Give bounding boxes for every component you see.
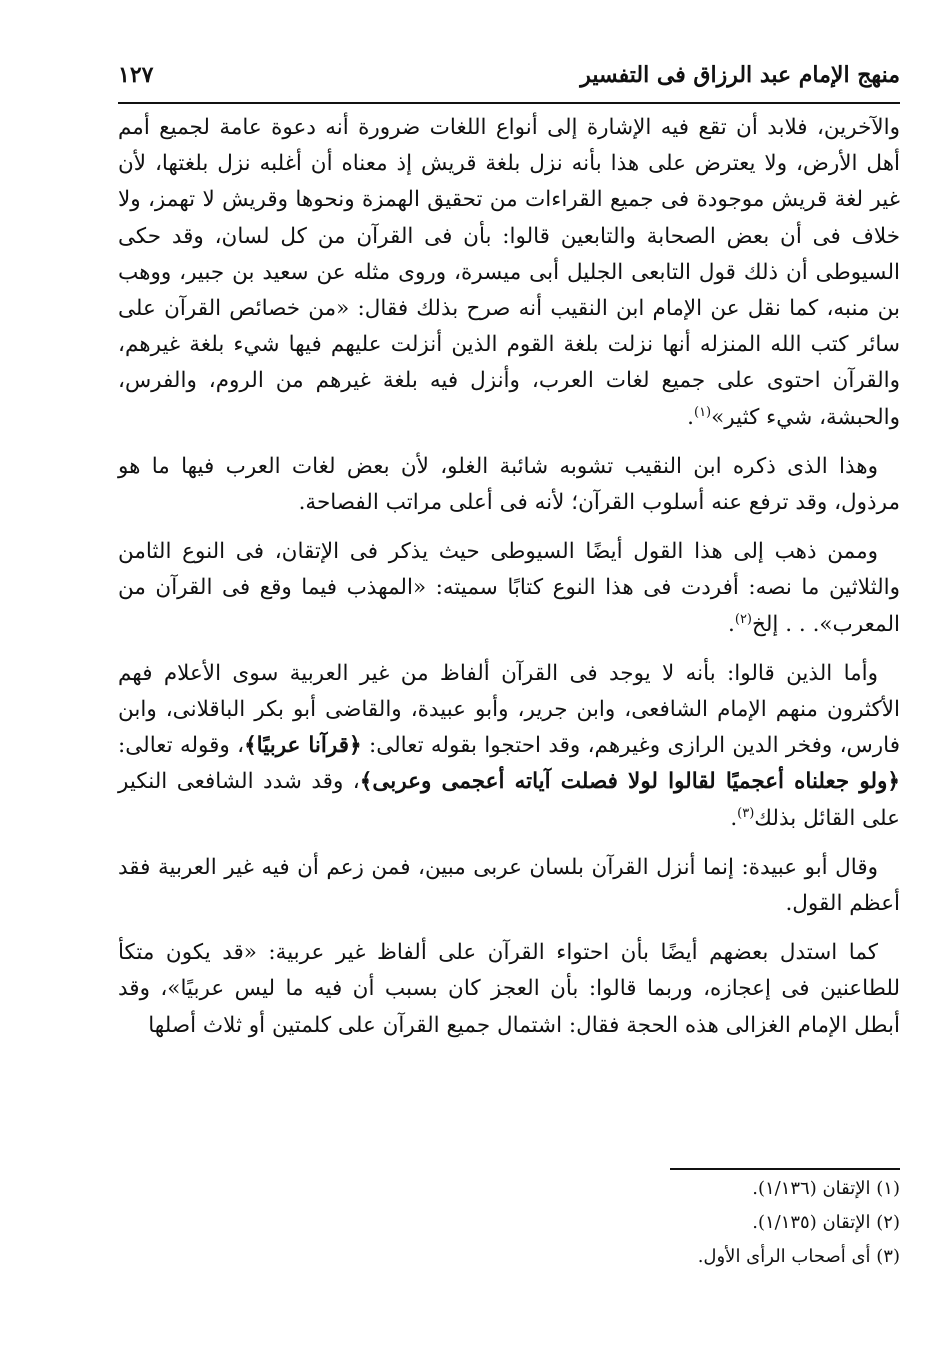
page-number: ١٢٧ [118,62,154,88]
footnote-divider [670,1168,900,1170]
paragraph-text: وقال أبو عبيدة: إنما أنزل القرآن بلسان عربى مبين، فمن زعم أن فيه غير العربية فقد أعظم القول. [118,854,900,917]
paragraph-text: وممن ذهب إلى هذا القول أيضًا السيوطى حيث يذكر فى الإتقان، فى النوع الثامن والثلاثين ما نصه: أفردت فى هذا النوع كتابًا سميته: «المهذب فيما وقع فى القرآن من المعرب». . . إلخ [118,539,900,637]
paragraph [118,850,900,922]
footnote-reference: (٣) [737,805,755,821]
paragraph-text: ، وقوله تعالى: [118,733,245,759]
paragraph-text: . [687,404,694,430]
paragraph-text: وهذا الذى ذكره ابن النقيب تشوبه شائبة الغلو، لأن بعض لغات العرب فيها ما هو مرذول، وقد ترفع عنه أسلوب القرآن؛ لأنه فى أعلى مراتب الفصاحة. [118,453,900,516]
footnote-reference: (٢) [734,611,752,627]
paragraph-text: . [730,805,738,831]
quran-quote: ﴿قرآنا عربيًا﴾ [244,733,362,759]
quran-quote: ﴿ولو جعلناه أعجميًا لقالوا لولا فصلت آياته أعجمى وعربى﴾ [359,769,900,795]
paragraph [118,534,900,643]
footnotes [118,1172,900,1274]
running-header [118,62,900,98]
footnote-reference: (١) [693,404,712,420]
paragraph [118,935,900,1044]
footnote: (٣) أى أصحاب الرأى الأول. [697,1246,900,1267]
paragraph-text: . [728,611,735,637]
running-header-title: منهج الإمام عبد الرزاق فى التفسير [580,62,900,88]
paragraph-text: كما استدل بعضهم أيضًا بأن احتواء القرآن على ألفاظ غير عربية: «قد يكون متكأ للطاعنين فى إعجازه، وربما قالوا: بأن العجز كان بسبب أن فيه ما ليس عربيًا»، وقد أبطل الإمام الغزالى هذه الحجة فقال: اشتمال جميع القرآن على كلمتين أو ثلاث أصلها [118,940,900,1038]
paragraph [118,656,900,837]
paragraph-text: ، وقد شدد الشافعى النكير على القائل بذلك [118,769,900,831]
footnote: (٢) الإتقان (١/١٣٥). [752,1212,900,1233]
paragraph-text: وأما الذين قالوا: بأنه لا يوجد فى القرآن ألفاظ من غير العربية سوى الأعلام فهم الأكثرون منهم الإمام الشافعى، وابن جرير، وأبو عبيدة، والقاضى أبو بكر الباقلانى، وابن فارس، وفخر الدين الرازى وغيرهم، وقد احتجوا بقوله تعالى: [118,660,901,759]
paragraph [118,110,900,436]
header-divider [118,102,900,104]
paragraph [118,449,900,521]
main-text [118,110,900,1057]
footnote: (١) الإتقان (١/١٣٦). [752,1178,900,1199]
paragraph-text: والآخرين، فلابد أن تقع فيه الإشارة إلى أنواع اللغات ضرورة أنه دعوة عامة لجميع أمم أهل الأرض، ولا يعترض على هذا بأنه نزل بلغة قريش إذ معناه أن أغلبه نزل بلغتها، لأن غير لغة قريش موجودة فى جميع القراءات من تحقيق الهمزة ونحوها وقريش لا تهمز، ولا خلاف فى أن بعض الصحابة والتابعين قالوا: بأن فى القرآن من كل لسان، وقد حكى السيوطى أن ذلك قول التابعى الجليل أبى ميسرة، وروى مثله عن سعيد بن جبير، ووهب بن منبه، كما نقل عن الإمام ابن النقيب أنه صرح بذلك فقال: «من خصائص القرآن على سائر كتب الله المنزله أنها نزلت بلغة القوم الذين أنزلت عليهم فيها شيء بلغة غيرهم، والقرآن احتوى على جميع لغات العرب، وأنزل فيه بلغة غيرهم من الروم، والفرس، والحبشة، شيء كثير» [118,115,900,430]
